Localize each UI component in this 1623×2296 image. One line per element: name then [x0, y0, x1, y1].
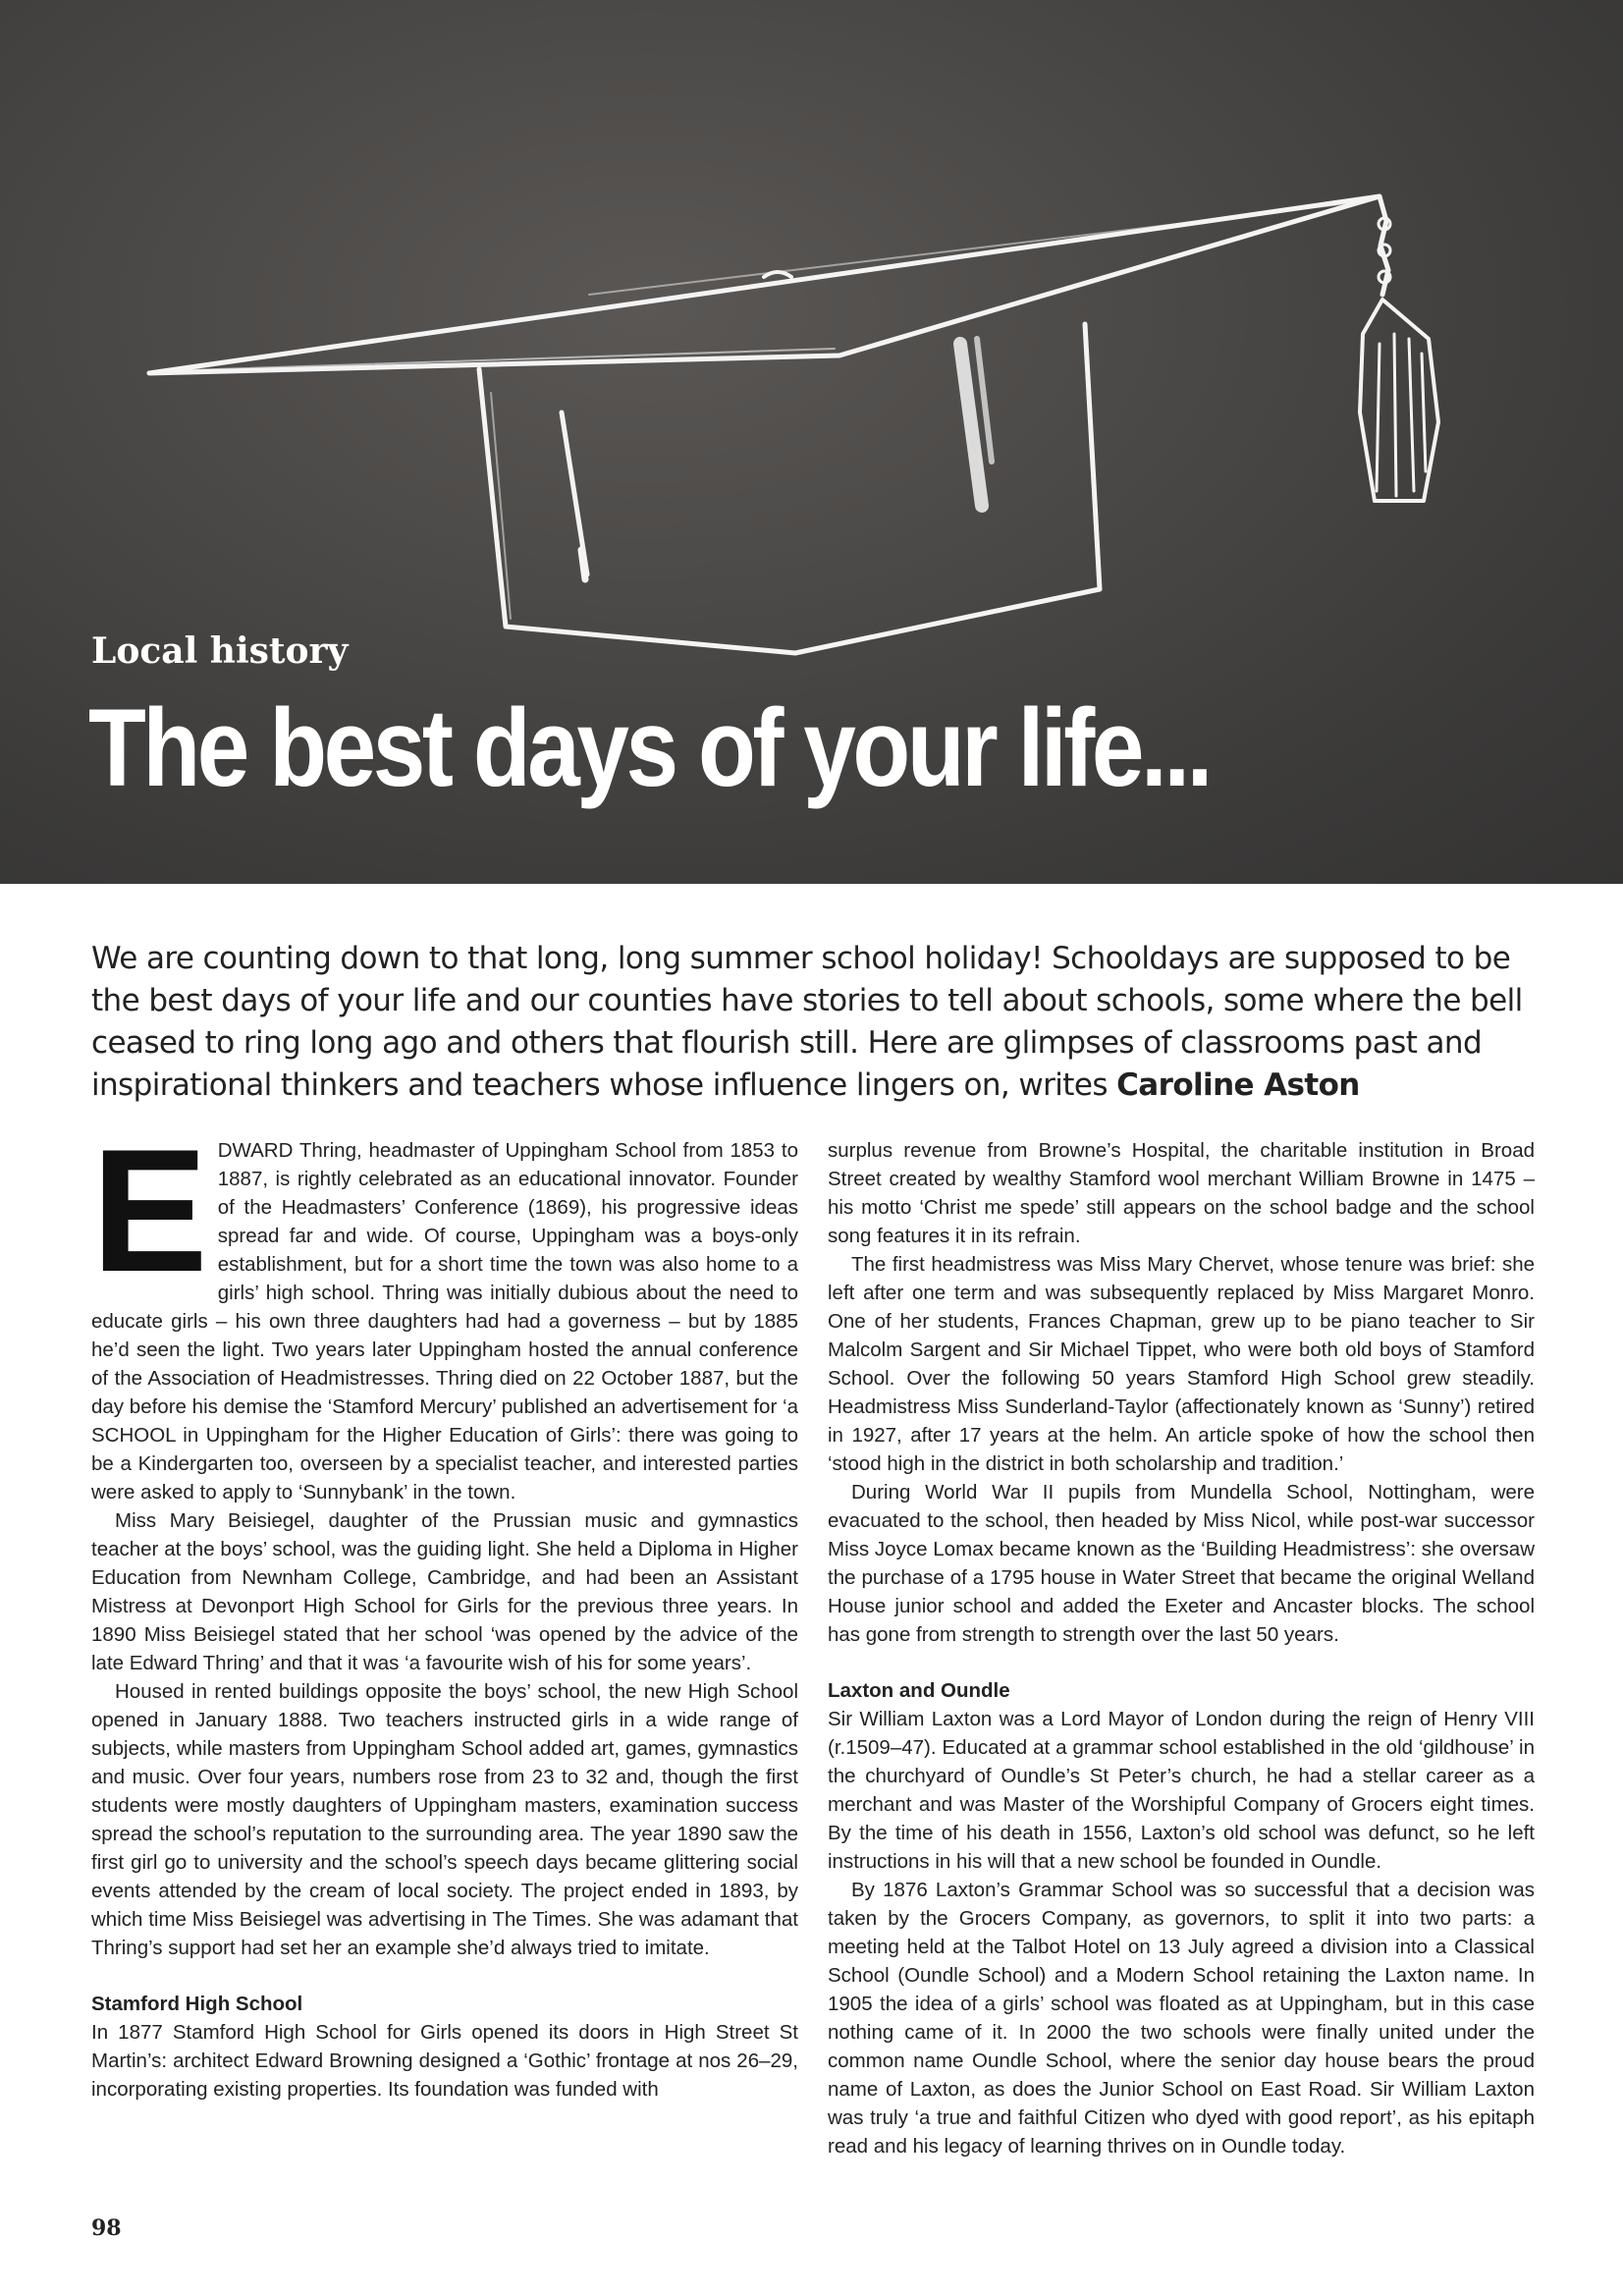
paragraph: The first headmistress was Miss Mary Chervet, whose tenure was brief: she left after one term and was subsequently replaced by Miss Margaret Monro. One of her students, Frances Chapman, grew up to be piano teacher to Sir Malcolm Sargent and Sir Michael Tippet, who were both old boys of Stamford School. Over the following 50 years Stamford High School grew steadily. Headmistress Miss Sunderland-Taylor (affectionately known as ‘Sunny’) retired in 1927, after 17 years at the helm. An article spoke of how the school then ‘stood high in the district in both scholarship and tradition.’: [828, 1253, 1535, 1475]
paragraph: Miss Mary Beisiegel, daughter of the Prussian music and gymnastics teacher at the boys’ school, was the guiding light. She held a Diploma in Higher Education from Newnham College, Cambridge, and had been an Assistant Mistress at Devonport High School for Girls for the previous three years. In 1890 Miss Beisiegel stated that her school ‘was opened by the advice of the late Edward Thring’ and that it was ‘a favourite wish of his for some years’.: [91, 1509, 798, 1674]
paragraph: Sir William Laxton was a Lord Mayor of London during the reign of Henry VIII (r.1509–47). Educated at a grammar school established in the old ‘gildhouse’ in the churchyard of Oundle’s St Peter’s church, he had a stellar career as a merchant and was Master of the Worshipful Company of Grocers eight times. By the time of his death in 1556, Laxton’s old school was defunct, so he left instructions in his will that a new school be founded in Oundle.: [828, 1708, 1535, 1873]
paragraph: By 1876 Laxton’s Grammar School was so successful that a decision was taken by the Grocers Company, as governors, to split it into two parts: a meeting held at the Talbot Hotel on 13 July agreed a division into a Classical School (Oundle School) and a Modern School retaining the Laxton name. In 1905 the idea of a girls’ school was floated as at Uppingham, but in this case nothing came of it. In 2000 the two schools were finally united under the common name Oundle School, where the senior day house bears the proud name of Laxton, as does the Junior School on East Road. Sir William Laxton was truly ‘a true and faithful Citizen who dyed with good report’, as his epitaph read and his legacy of learning thrives on in Oundle today.: [828, 1879, 1535, 2158]
subheading: Laxton and Oundle: [828, 1679, 1010, 1702]
paragraph: surplus revenue from Browne’s Hospital, the charitable institution in Broad Street created by wealthy Stamford wool merchant William Browne in 1475 – his motto ‘Christ me spede’ still appears on the school badge and the school song features it in its refrain.: [828, 1139, 1535, 1247]
paragraph: During World War II pupils from Mundella School, Nottingham, were evacuated to the school, then headed by Miss Nicol, while post-war successor Miss Joyce Lomax became known as the ‘Building Headmistress’: she oversaw the purchase of a 1795 house in Water Street that became the original Welland House junior school and added the Exeter and Ancaster blocks. The school has gone from strength to strength over the last 50 years.: [828, 1481, 1535, 1646]
paragraph-text: DWARD Thring, headmaster of Uppingham School from 1853 to 1887, is rightly celebrated as an educational innovator. Founder of the Headmasters’ Conference (1869), his progressive ideas spread far and wide. Of course, Uppingham was a boys-only establishment, but for a short time the town was also home to a girls’ high school. Thring was initially dubious about the need to educate girls – his own three daughters had had a governess – but by 1885 he’d seen the light. Two years later Uppingham hosted the annual conference of the Association of Headmistresses. Thring died on 22 October 1887, but the day before his demise the ‘Stamford Mercury’ published an advertisement for ‘a SCHOOL in Uppingham for the Higher Education of Girls’: there was going to be a Kindergarten too, overseen by a specialist teacher, and interested parties were asked to apply to ‘Sunnybank’ in the town.: [91, 1139, 798, 1503]
drop-cap: E: [91, 1113, 208, 1308]
paragraph: In 1877 Stamford High School for Girls opened its doors in High Street St Martin’s: architect Edward Browning designed a ‘Gothic’ frontage at nos 26–29, incorporating existing properties. Its foundation was funded with: [91, 2021, 798, 2101]
author-name: Caroline Aston: [1116, 1067, 1360, 1103]
page-title: The best days of your life...: [88, 686, 1210, 809]
right-column: [828, 1136, 1535, 2160]
section-kicker: Local history: [91, 630, 349, 672]
page-number: 98: [91, 2215, 122, 2241]
paragraph: [91, 1113, 798, 1506]
paragraph: Housed in rented buildings opposite the boys’ school, the new High School opened in January 1888. Two teachers instructed girls in a wide range of subjects, while masters from Uppingham School added art, games, gymnastics and music. Over four years, numbers rose from 23 to 32 and, though the first students were mostly daughters of Uppingham masters, examination success spread the school’s reputation to the surrounding area. The year 1890 saw the first girl go to university and the school’s speech days became glittering social events attended by the cream of local society. The project ended in 1893, by which time Miss Beisiegel was advertising in The Times. She was adamant that Thring’s support had set her an example she’d always tried to imitate.: [91, 1680, 798, 1959]
hero-banner: [0, 0, 1623, 884]
subheading: Stamford High School: [91, 1993, 303, 2015]
left-column: [91, 1113, 798, 2104]
intro-standfirst: [91, 938, 1525, 1107]
intro-text: We are counting down to that long, long summer school holiday! Schooldays are supposed to be the best days of your life and our counties have stories to tell about schools, some where the bell ceased to ring long ago and others that flourish still. Here are glimpses of classrooms past and inspirational thinkers and teachers whose influence lingers on, writes: [91, 941, 1523, 1103]
